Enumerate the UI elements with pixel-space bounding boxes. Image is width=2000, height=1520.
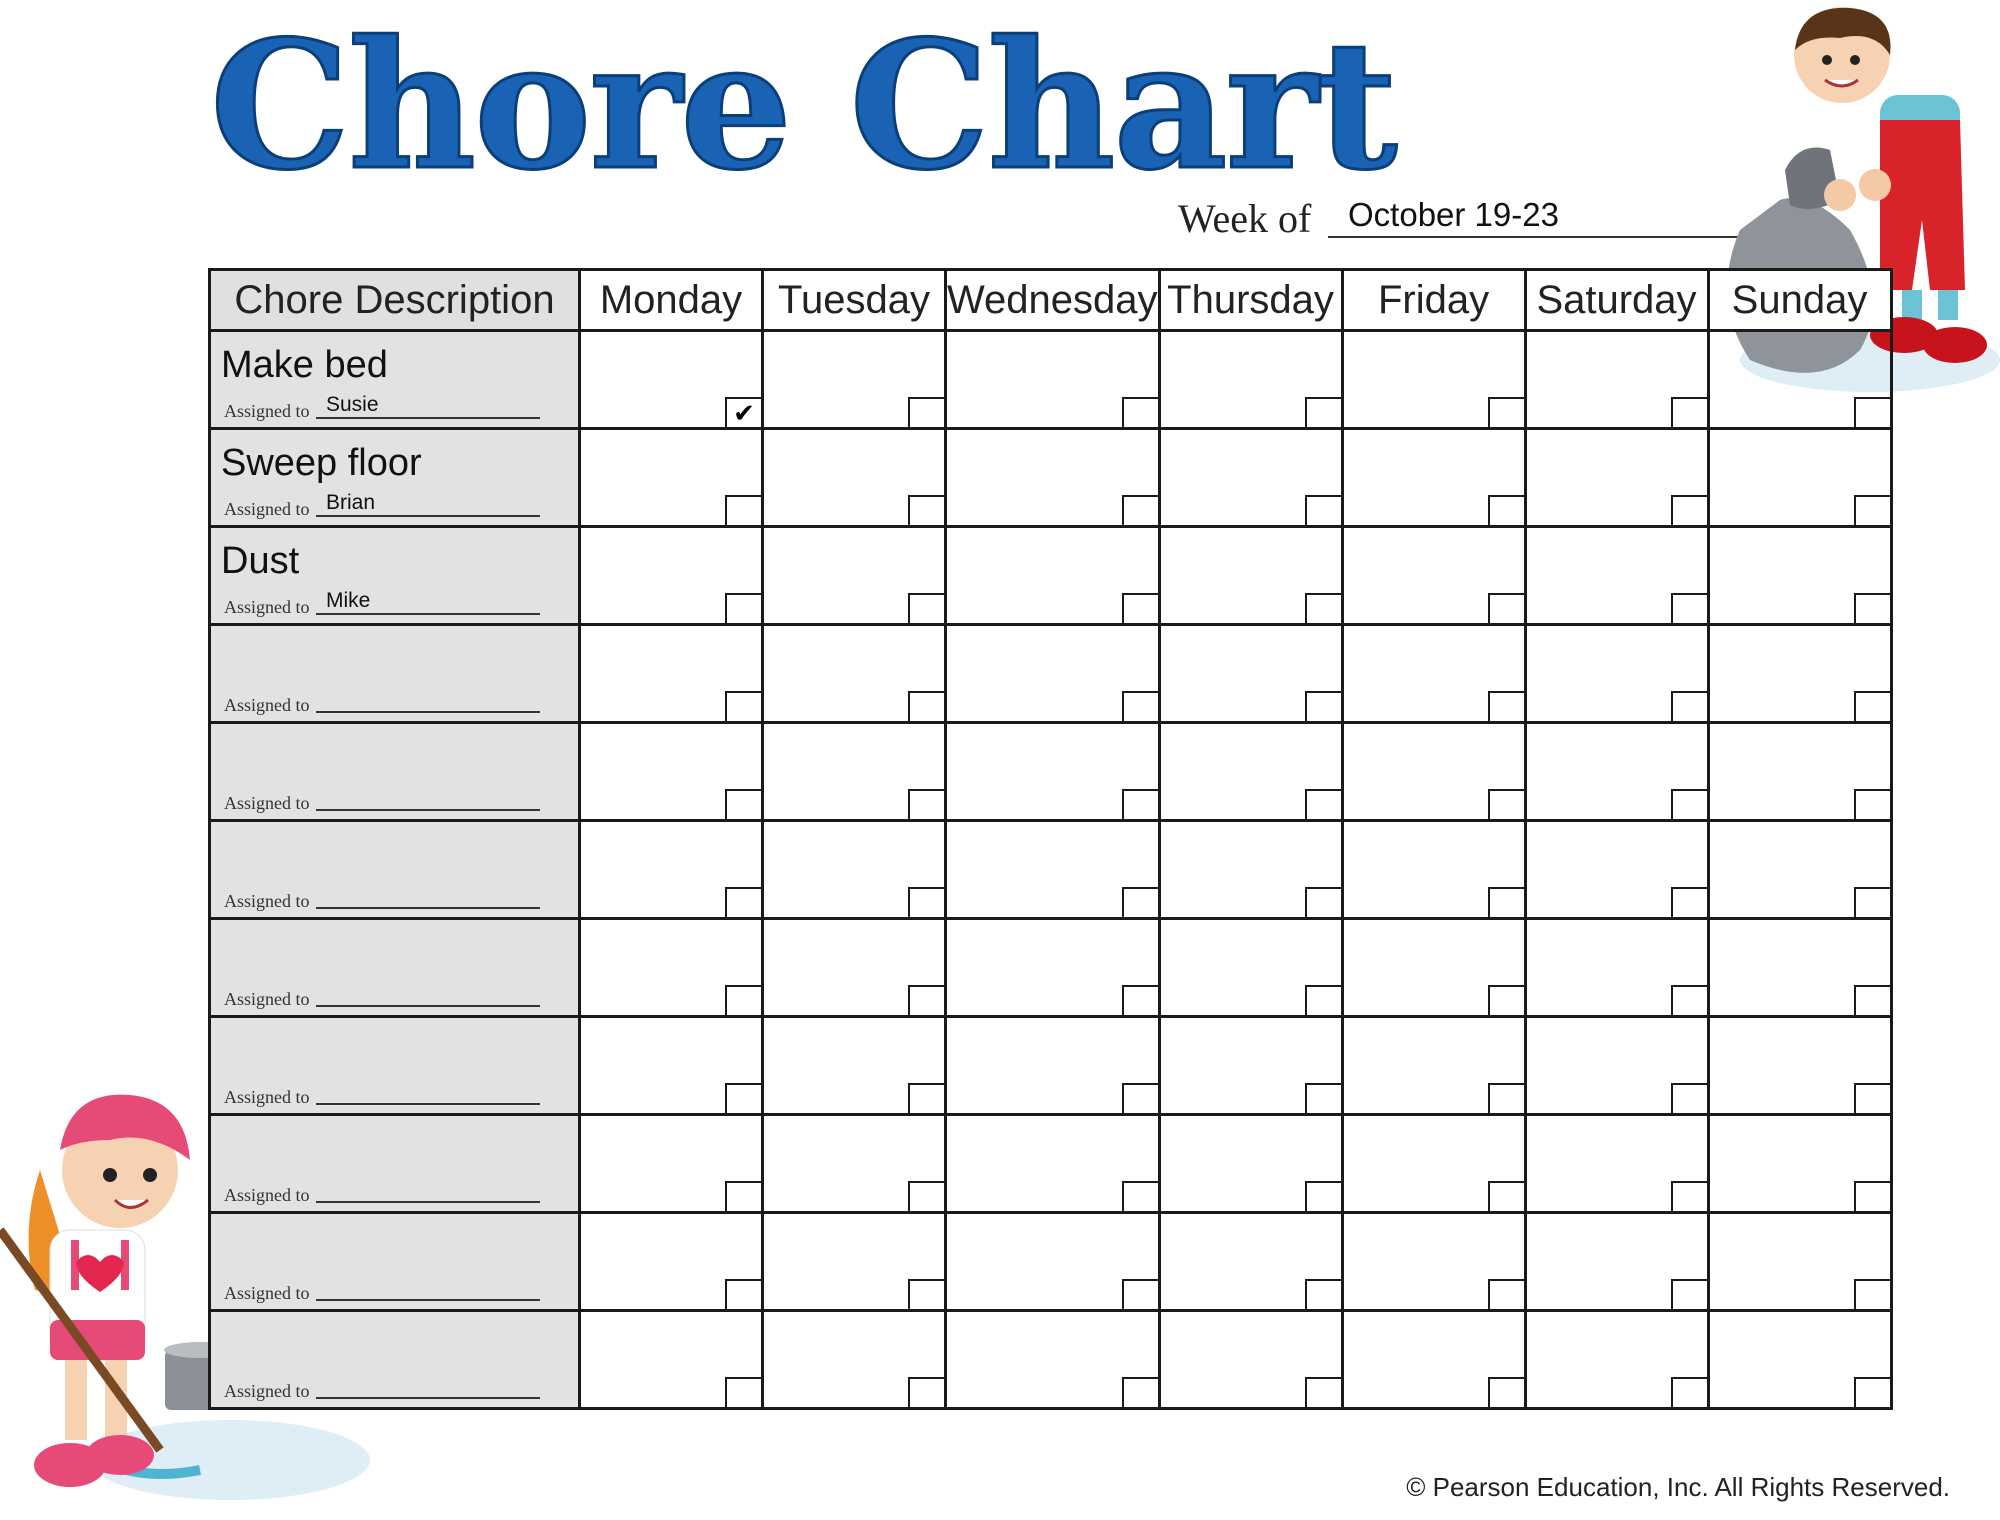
day-cell-friday [1342,625,1525,723]
column-header-wednesday: Wednesday [946,270,1160,331]
checkbox[interactable] [1305,495,1341,525]
checkbox[interactable] [725,1279,761,1309]
day-cell-thursday [1159,429,1342,527]
assigned-to-field [224,1082,540,1108]
assigned-to-label: Assigned to [224,1087,310,1107]
day-cell-thursday [1159,1311,1342,1409]
day-cell-friday [1342,1017,1525,1115]
assigned-to-underline [316,711,540,713]
checkbox[interactable] [1122,1377,1158,1407]
day-cell-monday [580,625,763,723]
assigned-to-field [224,491,540,520]
assigned-to-label: Assigned to [224,401,310,421]
assigned-to-label: Assigned to [224,989,310,1009]
chore-name[interactable]: Sweep floor [221,442,422,484]
day-cell-friday [1342,1213,1525,1311]
chore-row [210,429,1892,527]
checkbox[interactable] [908,985,944,1015]
chore-row [210,919,1892,1017]
day-cell-tuesday [763,1017,946,1115]
assigned-to-field [224,1376,540,1402]
checkbox[interactable] [725,691,761,721]
assigned-to-label: Assigned to [224,1381,310,1401]
assigned-to-underline [316,809,540,811]
day-cell-friday [1342,527,1525,625]
day-cell-friday [1342,821,1525,919]
chore-description-cell [210,919,580,1017]
checkbox[interactable] [1671,1181,1707,1211]
checkbox[interactable] [725,887,761,917]
day-cell-monday [580,821,763,919]
checkbox[interactable] [1671,593,1707,623]
day-cell-wednesday [946,1115,1160,1213]
assigned-to-field [224,788,540,814]
day-cell-thursday [1159,1213,1342,1311]
chore-row [210,527,1892,625]
checkbox[interactable] [725,593,761,623]
week-of-label: Week of [1178,196,1312,241]
day-cell-monday [580,919,763,1017]
chore-row [210,331,1892,429]
week-of-underline [1328,236,1745,238]
day-cell-wednesday [946,331,1160,429]
day-cell-saturday [1525,723,1708,821]
checkbox[interactable] [1488,1181,1524,1211]
assigned-to-field [224,393,540,422]
checkbox[interactable] [1122,887,1158,917]
assigned-to-field [224,984,540,1010]
day-cell-sunday [1708,625,1891,723]
checkbox[interactable] [1122,1279,1158,1309]
day-cell-wednesday [946,919,1160,1017]
day-cell-tuesday [763,625,946,723]
day-cell-saturday [1525,1213,1708,1311]
day-cell-thursday [1159,1017,1342,1115]
assigned-to-name[interactable]: Mike [326,589,371,612]
day-cell-tuesday [763,821,946,919]
day-cell-monday [580,331,763,429]
day-cell-thursday [1159,821,1342,919]
assigned-to-underline [316,1005,540,1007]
day-cell-sunday [1708,919,1891,1017]
checkbox[interactable] [1122,1181,1158,1211]
checkbox[interactable] [1305,593,1341,623]
day-cell-tuesday [763,429,946,527]
checkbox[interactable] [1854,495,1890,525]
checkbox[interactable] [1671,985,1707,1015]
checkbox[interactable] [1671,691,1707,721]
checkbox[interactable] [1488,691,1524,721]
chore-row [210,1017,1892,1115]
checkbox[interactable] [1122,691,1158,721]
day-cell-saturday [1525,1017,1708,1115]
day-cell-wednesday [946,821,1160,919]
day-cell-monday [580,723,763,821]
chore-description-cell [210,625,580,723]
day-cell-thursday [1159,919,1342,1017]
day-cell-thursday [1159,527,1342,625]
checkbox[interactable] [1671,887,1707,917]
checkbox[interactable] [1305,789,1341,819]
checkbox[interactable] [1305,1279,1341,1309]
day-cell-friday [1342,1115,1525,1213]
column-header-monday: Monday [580,270,763,331]
checkbox[interactable] [1671,1377,1707,1407]
assigned-to-underline [316,613,540,615]
assigned-to-underline [316,417,540,419]
day-cell-sunday [1708,1311,1891,1409]
checkbox[interactable] [725,1181,761,1211]
column-header-sunday: Sunday [1708,270,1891,331]
assigned-to-label: Assigned to [224,891,310,911]
day-cell-thursday [1159,625,1342,723]
checkbox[interactable] [1305,397,1341,427]
day-cell-saturday [1525,1115,1708,1213]
checkbox[interactable] [1488,1279,1524,1309]
checkbox[interactable] [725,985,761,1015]
checkbox[interactable] [1488,397,1524,427]
checkbox[interactable] [1122,495,1158,525]
chore-row [210,1311,1892,1409]
checkbox[interactable] [908,495,944,525]
checkbox[interactable] [908,691,944,721]
chore-description-cell [210,821,580,919]
checkbox[interactable] [1854,985,1890,1015]
checkbox[interactable] [1854,887,1890,917]
day-cell-sunday [1708,1213,1891,1311]
chore-description-cell [210,1311,580,1409]
day-cell-monday [580,527,763,625]
checkbox[interactable] [1488,887,1524,917]
column-header-chore-description: Chore Description [210,270,580,331]
checkbox[interactable] [1122,397,1158,427]
day-cell-monday [580,1017,763,1115]
checkbox[interactable] [1671,495,1707,525]
chore-row [210,625,1892,723]
assigned-to-label: Assigned to [224,499,310,519]
checkbox[interactable] [908,887,944,917]
assigned-to-underline [316,1201,540,1203]
day-cell-sunday [1708,821,1891,919]
checkbox[interactable] [1305,1181,1341,1211]
checkbox[interactable] [1305,887,1341,917]
day-cell-tuesday [763,919,946,1017]
day-cell-thursday [1159,1115,1342,1213]
column-header-saturday: Saturday [1525,270,1708,331]
day-cell-wednesday [946,1311,1160,1409]
chore-name[interactable]: Dust [221,540,300,582]
chore-description-cell [210,331,580,429]
assigned-to-underline [316,1397,540,1399]
chore-description-cell [210,1115,580,1213]
day-cell-thursday [1159,723,1342,821]
checkbox[interactable] [1854,593,1890,623]
assigned-to-label: Assigned to [224,597,310,617]
checkbox[interactable] [1671,1279,1707,1309]
assigned-to-name[interactable]: Susie [326,393,379,416]
checkbox[interactable] [1305,1377,1341,1407]
checkbox[interactable] [908,593,944,623]
day-cell-wednesday [946,527,1160,625]
checkbox[interactable] [725,1377,761,1407]
chore-row [210,821,1892,919]
chore-description-cell [210,429,580,527]
assigned-to-label: Assigned to [224,1185,310,1205]
day-cell-sunday [1708,527,1891,625]
checkbox[interactable] [908,397,944,427]
checkbox[interactable] [1488,1377,1524,1407]
day-cell-saturday [1525,625,1708,723]
chore-name[interactable]: Make bed [221,344,388,386]
checkbox[interactable] [725,397,761,427]
assigned-to-label: Assigned to [224,695,310,715]
day-cell-tuesday [763,1213,946,1311]
column-header-friday: Friday [1342,270,1525,331]
day-cell-saturday [1525,1311,1708,1409]
day-cell-monday [580,1311,763,1409]
checkbox[interactable] [908,1083,944,1113]
checkbox[interactable] [908,1377,944,1407]
day-cell-tuesday [763,331,946,429]
day-cell-wednesday [946,625,1160,723]
day-cell-monday [580,1213,763,1311]
checkbox[interactable] [1854,1181,1890,1211]
chore-row [210,723,1892,821]
day-cell-saturday [1525,821,1708,919]
checkbox[interactable] [1122,593,1158,623]
checkbox[interactable] [1122,1083,1158,1113]
day-cell-tuesday [763,1115,946,1213]
day-cell-saturday [1525,429,1708,527]
checkbox[interactable] [1305,691,1341,721]
page-title: Chore Chart [210,2,1396,209]
chore-description-cell [210,723,580,821]
day-cell-wednesday [946,1213,1160,1311]
checkbox[interactable] [1488,495,1524,525]
checkbox[interactable] [1122,789,1158,819]
checkbox[interactable] [1488,1083,1524,1113]
day-cell-saturday [1525,919,1708,1017]
day-cell-sunday [1708,723,1891,821]
day-cell-monday [580,429,763,527]
week-of-value[interactable]: October 19-23 [1348,196,1559,233]
checkbox[interactable] [725,495,761,525]
chore-description-cell [210,1017,580,1115]
checkbox[interactable] [1854,691,1890,721]
chore-description-cell [210,1213,580,1311]
day-cell-sunday [1708,331,1891,429]
assigned-to-field [224,1180,540,1206]
day-cell-friday [1342,1311,1525,1409]
checkbox[interactable] [1671,789,1707,819]
day-cell-saturday [1525,527,1708,625]
day-cell-wednesday [946,1017,1160,1115]
assigned-to-underline [316,515,540,517]
day-cell-tuesday [763,1311,946,1409]
header-row [210,270,1892,331]
week-of-field [1178,198,1745,242]
checkbox[interactable] [1122,985,1158,1015]
check-mark-icon: ✔ [733,398,755,428]
column-header-tuesday: Tuesday [763,270,946,331]
checkbox[interactable] [725,789,761,819]
checkbox[interactable] [1305,985,1341,1015]
assigned-to-underline [316,1299,540,1301]
day-cell-friday [1342,429,1525,527]
checkbox[interactable] [1671,397,1707,427]
chore-chart-table [208,268,1893,1410]
day-cell-friday [1342,331,1525,429]
day-cell-saturday [1525,331,1708,429]
chore-row [210,1115,1892,1213]
day-cell-friday [1342,723,1525,821]
checkbox[interactable] [1488,985,1524,1015]
checkbox[interactable] [1854,1279,1890,1309]
assigned-to-field [224,690,540,716]
day-cell-thursday [1159,331,1342,429]
checkbox[interactable] [1854,1377,1890,1407]
checkbox[interactable] [1854,1083,1890,1113]
day-cell-monday [580,1115,763,1213]
chore-row [210,1213,1892,1311]
day-cell-friday [1342,919,1525,1017]
column-header-thursday: Thursday [1159,270,1342,331]
checkbox[interactable] [908,789,944,819]
assigned-to-underline [316,907,540,909]
day-cell-sunday [1708,429,1891,527]
checkbox[interactable] [1488,789,1524,819]
checkbox[interactable] [1671,1083,1707,1113]
assigned-to-name[interactable]: Brian [326,491,376,514]
day-cell-sunday [1708,1017,1891,1115]
assigned-to-field [224,886,540,912]
checkbox[interactable] [908,1181,944,1211]
day-cell-wednesday [946,429,1160,527]
assigned-to-field [224,1278,540,1304]
day-cell-tuesday [763,723,946,821]
day-cell-wednesday [946,723,1160,821]
assigned-to-label: Assigned to [224,793,310,813]
assigned-to-field [224,589,540,618]
assigned-to-underline [316,1103,540,1105]
day-cell-tuesday [763,527,946,625]
checkbox[interactable] [1854,397,1890,427]
checkbox[interactable] [1854,789,1890,819]
checkbox[interactable] [1488,593,1524,623]
assigned-to-label: Assigned to [224,1283,310,1303]
checkbox[interactable] [725,1083,761,1113]
day-cell-sunday [1708,1115,1891,1213]
chore-description-cell [210,527,580,625]
checkbox[interactable] [908,1279,944,1309]
checkbox[interactable] [1305,1083,1341,1113]
copyright-footer: © Pearson Education, Inc. All Rights Reserved. [1406,1472,1950,1502]
